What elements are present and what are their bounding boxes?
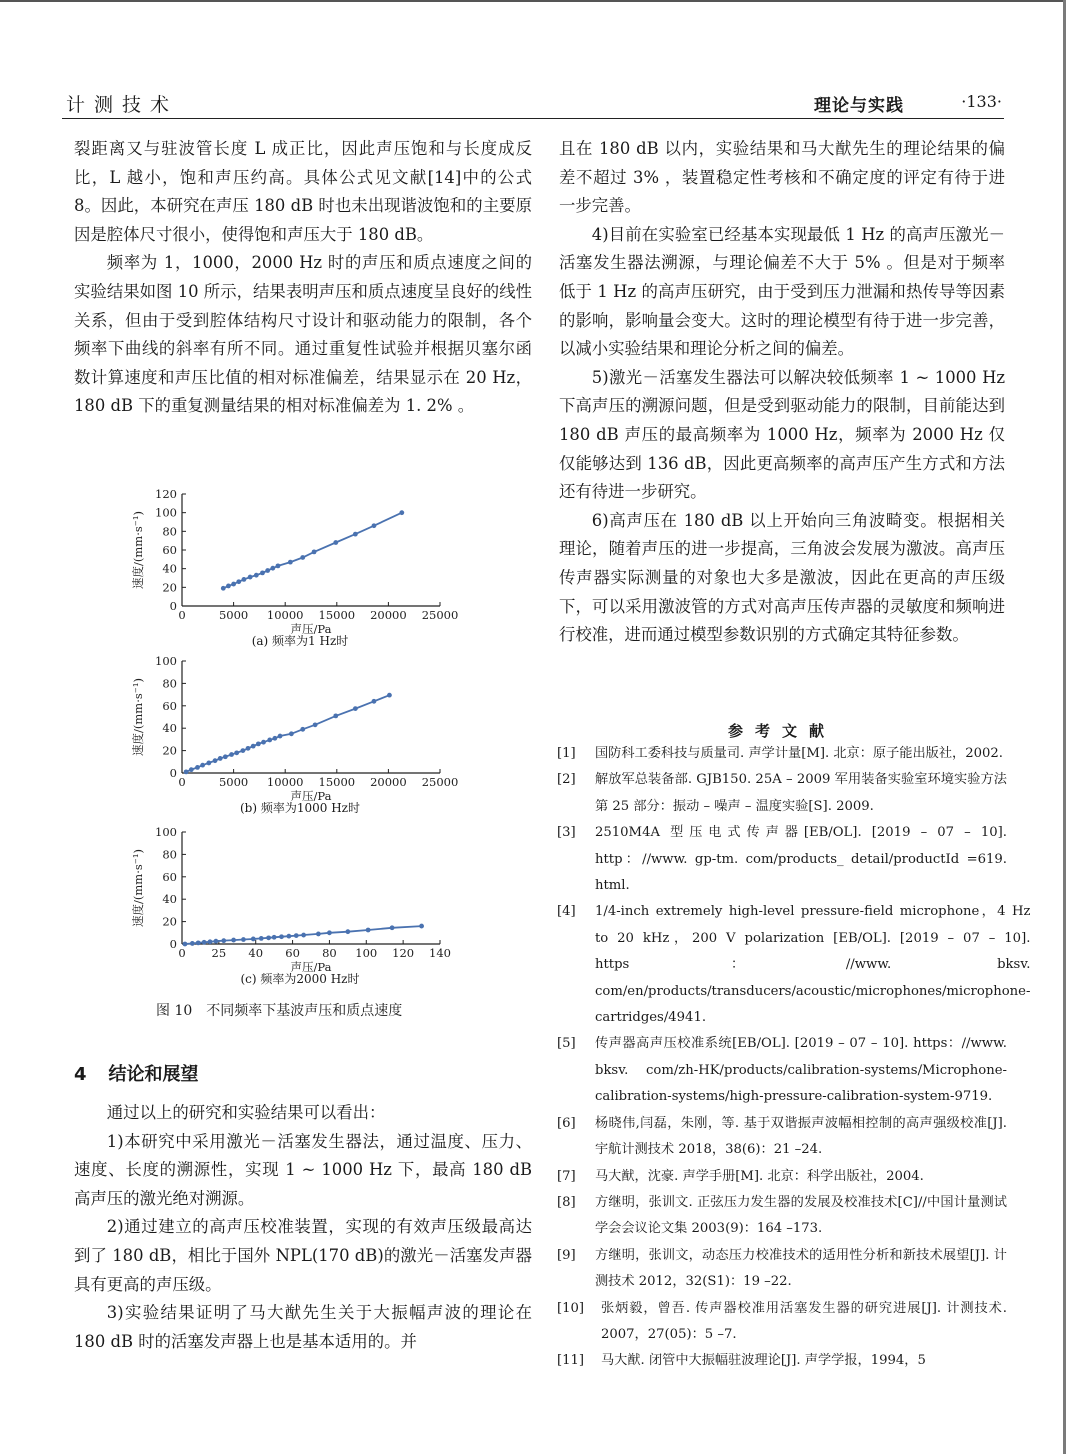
reference-item: [10] 张炳毅，曾吾. 传声器校准用活塞发生器的研究进展[J]. 计测技术. 2007，27(05)：5 –7.	[557, 1300, 1007, 1342]
paragraph: 且在 180 dB 以内，实验结果和马大猷先生的理论结果的偏差不超过 3% ，装置稳定性考核和不确定度的评定有待于进一步完善。	[559, 139, 1005, 216]
data-point	[190, 941, 195, 946]
y-axis-label: 速度/(mm·s⁻¹)	[131, 511, 145, 589]
data-point	[372, 699, 377, 704]
x-tick-label: 25	[211, 946, 227, 960]
figure-caption: 图 10 不同频率下基波声压和质点速度	[156, 1003, 403, 1019]
section-name: 理论与实践	[814, 96, 904, 116]
y-tick-label: 100	[155, 825, 177, 839]
data-point	[196, 940, 201, 945]
reference-item: [6] 杨晓伟,闫磊，朱刚，等. 基于双谐振声波幅相控制的高声强级校准[J]. 宇航计测技术 2018，38(6)：21 –24.	[557, 1115, 1007, 1158]
chart-a-plot	[120, 484, 480, 634]
data-point	[301, 933, 306, 938]
data-point	[248, 575, 253, 580]
data-point	[261, 740, 266, 745]
figure-10	[120, 484, 480, 987]
data-point	[251, 937, 256, 942]
data-point	[256, 741, 261, 746]
paragraph: 裂距离又与驻波管长度 L 成正比，因此声压饱和与长度成反比，L 越小，饱和声压约高。具体公式见文献[14]中的公式 8。因此，本研究在声压 180 dB 时也未出现谐波饱和的主要原因是腔体尺寸很小，使得饱和声压大于 180 dB。	[74, 139, 532, 244]
y-tick-label: 60	[162, 543, 177, 557]
y-tick-label: 120	[155, 487, 177, 501]
data-point	[279, 934, 284, 939]
journal-name: 计测技术	[66, 94, 179, 116]
y-tick-label: 40	[162, 721, 177, 736]
x-tick-label: 40	[248, 946, 264, 960]
data-point	[333, 540, 338, 545]
data-point	[288, 560, 293, 565]
chart-a-caption: (a) 频率为1 Hz时	[251, 634, 349, 648]
paragraph: 1)本研究中采用激光－活塞发生器法，通过温度、压力、速度、长度的溯源性，实现 1 ~ 1000 Hz 下，最高 180 dB 高声压的激光绝对溯源。	[74, 1131, 532, 1208]
x-axis-label: 声压/Pa	[290, 789, 332, 801]
data-point	[241, 937, 246, 942]
y-tick-label: 0	[169, 599, 177, 613]
y-tick-label: 80	[162, 676, 177, 691]
section-heading	[74, 1060, 199, 1086]
data-point	[184, 769, 189, 774]
chart-c-caption: (c) 频率为2000 Hz时	[240, 972, 360, 986]
data-point	[372, 523, 377, 528]
data-point	[316, 932, 321, 937]
data-point	[265, 568, 270, 573]
page-number: ·133·	[961, 92, 1002, 111]
x-tick-label: 0	[178, 775, 186, 789]
reference-item: [2] 解放军总装备部. GJB150. 25A – 2009 军用装备实验室环境实验方法第 25 部分：振动 – 噪声 – 温度实验[S]. 2009.	[557, 772, 1007, 814]
x-tick-label: 80	[322, 946, 337, 960]
y-tick-label: 0	[169, 766, 177, 780]
chart-c	[120, 822, 480, 987]
data-point	[189, 767, 194, 772]
x-tick-label: 5000	[218, 608, 249, 622]
data-point	[289, 731, 294, 736]
references-title: 参考文献	[727, 722, 836, 740]
y-tick-label: 80	[162, 524, 177, 539]
data-point	[353, 706, 358, 711]
data-point	[206, 761, 211, 766]
data-point	[260, 570, 265, 575]
data-point	[254, 573, 259, 578]
y-axis-label: 速度/(mm·s⁻¹)	[131, 849, 145, 927]
y-tick-label: 80	[162, 847, 177, 862]
data-point	[229, 752, 234, 757]
reference-item: [4] 1/4-inch extremely high-level pressure-field microphone，4 Hz to 20 kHz，200 V polarization [EB/OL]. [2019 – 07 – 10]. https：//www. bksv. com/en/products/transducers/acoustic/microphones/microphone-cartridges/4941.	[557, 904, 1031, 1026]
x-tick-label: 100	[355, 946, 378, 960]
data-point	[251, 744, 256, 749]
page-edge-top	[0, 0, 1066, 2]
data-point	[214, 939, 219, 944]
reference-item: [1] 国防科工委科技与质量司. 声学计量[M]. 北京：原子能出版社，2002.	[557, 746, 1003, 761]
data-point	[270, 566, 275, 571]
y-tick-label: 100	[155, 654, 177, 668]
reference-item: [8] 方继明，张训文. 正弦压力发生器的发展及校准技术[C]//中国计量测试学会会议论文集 2003(9)：164 –173.	[557, 1194, 1007, 1237]
x-tick-label: 120	[392, 946, 415, 960]
data-point	[236, 579, 241, 584]
paragraph: 5)激光－活塞发生器法可以解决较低频率 1 ~ 1000 Hz 下高声压的溯源问题，但是受到驱动能力的限制，目前能达到 180 dB 声压的最高频率为 1000 Hz，频率为 2000 Hz 仅仅能够达到 136 dB，因此更高频率的高声压产生方式和方法还有待进一步研究。	[559, 367, 1005, 502]
data-point	[300, 555, 305, 560]
x-tick-label: 10000	[266, 608, 304, 622]
x-tick-label: 0	[178, 608, 186, 622]
data-point	[213, 758, 218, 763]
data-point	[333, 713, 338, 718]
x-tick-label: 60	[285, 946, 300, 960]
x-tick-label: 20000	[370, 608, 407, 622]
y-tick-label: 60	[162, 869, 177, 884]
data-point	[242, 577, 247, 582]
data-point	[267, 738, 272, 743]
y-axis-label: 速度/(mm·s⁻¹)	[131, 678, 145, 756]
data-point	[286, 934, 291, 939]
data-point	[183, 942, 188, 947]
x-axis-label: 声压/Pa	[290, 960, 332, 972]
x-tick-label: 10000	[266, 775, 304, 789]
reference-item: [3] 2510M4A 型压电式传声器[EB/OL]. [2019 – 07 – 10]. http：//www. gp-tm. com/products_ detail/productId =619. html.	[557, 825, 1007, 894]
paragraph: 频率为 1，1000，2000 Hz 时的声压和质点速度之间的实验结果如图 10 所示，结果表明声压和质点速度呈良好的线性关系，但由于受到腔体结构尺寸设计和驱动能力的限制，各个频率下曲线的斜率有所不同。通过重复性试验并根据贝塞尔函数计算速度和声压比值的相对标准偏差，结果显示在 20 Hz，180 dB 下的重复测量结果的相对标准偏差为 1. 2% 。	[74, 253, 532, 416]
data-point	[399, 510, 404, 515]
data-point	[419, 924, 424, 929]
data-point	[223, 754, 228, 759]
paragraph: 6)高声压在 180 dB 以上开始向三角波畸变。根据相关理论，随着声压的进一步提高，三角波会发展为激波。高声压传声器实际测量的对象也大多是激波，因此在更高的声压级下，可以采用激波管的方式对高声压传声器的灵敏度和频响进行校准，进而通过模型参数识别的方式确定其特征参数。	[559, 510, 1005, 645]
data-point	[266, 935, 271, 940]
data-point	[221, 938, 226, 943]
data-point	[231, 938, 236, 943]
reference-item: [11] 马大猷. 闭管中大振幅驻波理论[J]. 声学学报，1994，5	[557, 1353, 926, 1369]
right-column	[559, 135, 1005, 650]
reference-item: [9] 方继明，张训文，动态压力校准技术的适用性分析和新技术展望[J]. 计测技术 2012，32(S1)：19 –22.	[557, 1247, 1007, 1290]
references-heading-wrap	[557, 712, 1007, 744]
data-point	[294, 933, 299, 938]
data-point	[390, 925, 395, 930]
running-header	[62, 88, 1004, 119]
data-point	[221, 586, 226, 591]
data-point	[234, 750, 239, 755]
paragraph: 4)目前在实验室已经基本实现最低 1 Hz 的高声压激光－活塞发生器法溯源，与理论偏差不大于 5% 。但是对于频率低于 1 Hz 的高声压研究，由于受到压力泄漏和热传导等因素的影响，影响量会变大。这时的理论模型有待于进一步完善，以减小实验结果和理论分析之间的偏差。	[559, 224, 1005, 359]
paragraph: 通过以上的研究和实验结果可以看出：	[106, 1103, 386, 1122]
data-point	[276, 563, 281, 568]
chart-b	[120, 651, 480, 816]
y-tick-label: 20	[162, 743, 177, 758]
x-tick-label: 15000	[318, 775, 356, 789]
data-point	[226, 584, 231, 589]
data-point	[208, 939, 213, 944]
y-tick-label: 0	[169, 937, 177, 951]
data-point	[202, 940, 207, 945]
paragraph: 3)实验结果证明了马大猷先生关于大振幅声波的理论在 180 dB 时的活塞发声器上也是基本适用的。并	[74, 1303, 532, 1351]
references-list	[557, 741, 1031, 1375]
x-tick-label: 25000	[421, 775, 459, 789]
data-point	[200, 763, 205, 768]
chart-b-plot	[120, 651, 480, 801]
section-title: 结论和展望	[108, 1064, 199, 1085]
data-point	[312, 549, 317, 554]
data-point	[240, 748, 245, 753]
data-point	[272, 935, 277, 940]
data-point	[272, 736, 277, 741]
y-tick-label: 100	[155, 505, 177, 520]
section-number: 4	[74, 1064, 87, 1085]
reference-item: [7] 马大猷，沈豪. 声学手册[M]. 北京：科学出版社，2004.	[557, 1168, 924, 1184]
y-tick-label: 60	[162, 698, 177, 713]
data-point	[300, 727, 305, 732]
data-point	[259, 936, 264, 941]
chart-c-plot	[120, 822, 480, 972]
data-point	[313, 722, 318, 727]
paragraph: 2)通过建立的高声压校准装置，实现的有效声压级最高达到了 180 dB，相比于国外 NPL(170 dB)的激光－活塞发声器具有更高的声压级。	[74, 1217, 532, 1294]
y-tick-label: 20	[162, 914, 177, 929]
data-point	[387, 693, 392, 698]
data-point	[231, 582, 236, 587]
data-point	[278, 734, 283, 739]
left-column-top	[74, 135, 532, 421]
data-point	[327, 930, 332, 935]
x-tick-label: 15000	[318, 608, 356, 622]
chart-a	[120, 484, 480, 649]
data-point	[345, 929, 350, 934]
y-tick-label: 40	[162, 561, 177, 576]
x-tick-label: 20000	[370, 775, 407, 789]
x-tick-label: 25000	[421, 608, 459, 622]
data-point	[195, 765, 200, 770]
x-tick-label: 5000	[218, 775, 249, 789]
data-point	[246, 746, 251, 751]
y-tick-label: 20	[162, 580, 177, 595]
data-point	[366, 928, 371, 933]
reference-item: [5] 传声器高声压校准系统[EB/OL]. [2019 – 07 – 10]. https：//www. bksv. com/zh-HK/products/calibration-systems/Microphone-calibration-systems/high-pressure-calibration-system-9719.	[557, 1036, 1007, 1105]
chart-b-caption: (b) 频率为1000 Hz时	[239, 801, 360, 815]
y-tick-label: 40	[162, 892, 177, 907]
data-point	[218, 756, 223, 761]
left-column-bottom	[74, 1099, 532, 1356]
data-point	[353, 532, 358, 537]
x-tick-label: 0	[178, 946, 186, 960]
x-axis-label: 声压/Pa	[290, 622, 332, 634]
x-tick-label: 140	[429, 946, 451, 960]
